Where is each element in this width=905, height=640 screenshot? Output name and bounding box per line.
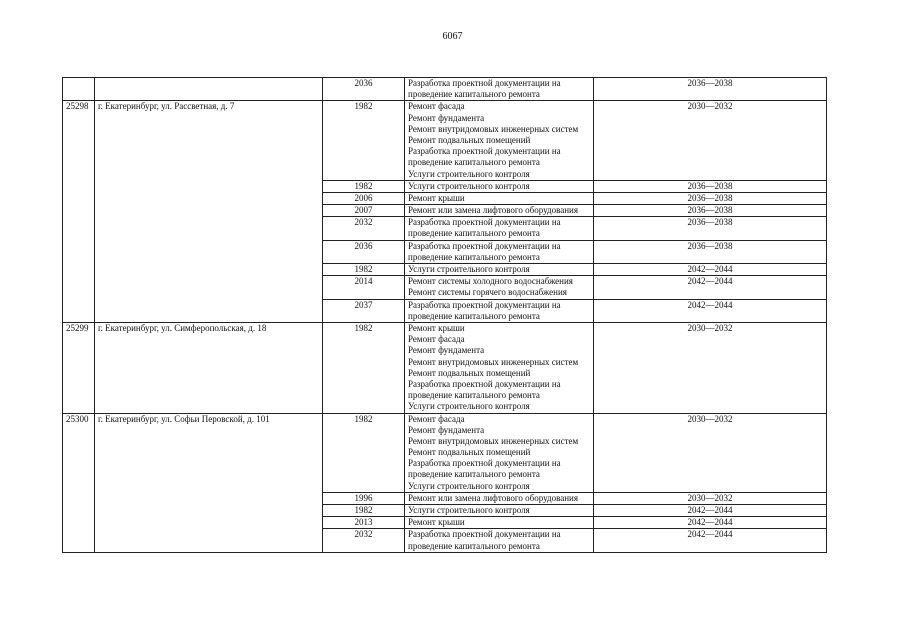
work-type-line: Ремонт системы холодного водоснабжения <box>408 276 573 287</box>
work-type-line: Ремонт или замена лифтового оборудования <box>408 205 578 216</box>
address-cell: г. Екатеринбург, ул. Рассветная, д. 7 <box>95 101 323 323</box>
work-type-line: Ремонт подвальных помещений <box>408 447 531 458</box>
work-type-line: проведение капитального ремонта <box>408 540 540 551</box>
build-year-cell: 2013 <box>323 517 405 529</box>
works-cell <box>405 205 594 217</box>
build-year-cell: 2032 <box>323 529 405 552</box>
address-cell <box>95 78 323 101</box>
work-type-line: Услуги строительного контроля <box>408 264 530 275</box>
works-cell <box>405 101 594 180</box>
build-year-cell: 1982 <box>323 264 405 276</box>
table-row <box>63 323 827 414</box>
work-type-line: проведение капитального ремонта <box>408 310 540 321</box>
work-type-line: проведение капитального ремонта <box>408 157 540 168</box>
record-number-cell <box>63 78 95 101</box>
build-year-cell: 2036 <box>323 78 405 101</box>
period-cell: 2042—2044 <box>594 517 827 529</box>
table-body <box>63 78 827 553</box>
work-type-line: проведение капитального ремонта <box>408 469 540 480</box>
period-cell: 2036—2038 <box>594 180 827 192</box>
works-cell <box>405 78 594 101</box>
work-type-line: Услуги строительного контроля <box>408 180 530 191</box>
period-cell: 2030—2032 <box>594 101 827 180</box>
work-type-line: Услуги строительного контроля <box>408 168 530 179</box>
work-type-line: Разработка проектной документации на <box>408 217 561 228</box>
build-year-cell: 2014 <box>323 276 405 299</box>
table-row <box>63 413 827 492</box>
work-type-line: Ремонт системы горячего водоснабжения <box>408 287 567 298</box>
works-cell <box>405 264 594 276</box>
work-type-line: Услуги строительного контроля <box>408 505 530 516</box>
works-cell <box>405 529 594 552</box>
period-cell: 2030—2032 <box>594 323 827 414</box>
works-cell <box>405 217 594 240</box>
works-cell <box>405 192 594 204</box>
period-cell: 2036—2038 <box>594 205 827 217</box>
build-year-cell: 1982 <box>323 180 405 192</box>
record-number-cell: 25300 <box>63 413 95 552</box>
work-type-line: Ремонт фасада <box>408 413 465 424</box>
work-type-line: Ремонт крыши <box>408 323 465 333</box>
address-cell: г. Екатеринбург, ул. Софьи Перовской, д. 101 <box>95 413 323 552</box>
record-number-cell: 25298 <box>63 101 95 323</box>
work-type-line: Ремонт внутридомовых инженерных систем <box>408 123 579 134</box>
build-year-cell: 2006 <box>323 192 405 204</box>
build-year-cell: 1982 <box>323 101 405 180</box>
work-type-line: Разработка проектной документации на <box>408 378 561 389</box>
works-cell <box>405 413 594 492</box>
work-type-line: проведение капитального ремонта <box>408 228 540 239</box>
work-type-line: Ремонт фундамента <box>408 424 485 435</box>
build-year-cell: 1996 <box>323 492 405 504</box>
period-cell: 2042—2044 <box>594 276 827 299</box>
table-row <box>63 101 827 180</box>
work-type-line: Разработка проектной документации на <box>408 240 561 251</box>
work-type-line: Ремонт крыши <box>408 517 465 528</box>
work-type-line: Ремонт подвальных помещений <box>408 134 531 145</box>
works-cell <box>405 299 594 322</box>
work-type-line: Ремонт фундамента <box>408 112 485 123</box>
work-type-line: Ремонт фасада <box>408 334 465 345</box>
work-type-line: Разработка проектной документации на <box>408 458 561 469</box>
work-type-line: проведение капитального ремонта <box>408 251 540 262</box>
period-cell: 2042—2044 <box>594 264 827 276</box>
build-year-cell: 1982 <box>323 413 405 492</box>
period-cell: 2042—2044 <box>594 505 827 517</box>
build-year-cell: 2037 <box>323 299 405 322</box>
capital-repair-table <box>62 77 827 553</box>
address-cell: г. Екатеринбург, ул. Симферопольская, д. 18 <box>95 323 323 414</box>
works-cell <box>405 505 594 517</box>
work-type-line: Ремонт внутридомовых инженерных систем <box>408 435 579 446</box>
period-cell: 2030—2032 <box>594 492 827 504</box>
work-type-line: Ремонт подвальных помещений <box>408 367 531 378</box>
record-number-cell: 25299 <box>63 323 95 414</box>
period-cell: 2036—2038 <box>594 78 827 101</box>
period-cell: 2042—2044 <box>594 529 827 552</box>
period-cell: 2030—2032 <box>594 413 827 492</box>
works-cell <box>405 492 594 504</box>
table-row <box>63 78 827 101</box>
work-type-line: Разработка проектной документации на <box>408 146 561 157</box>
build-year-cell: 1982 <box>323 323 405 414</box>
build-year-cell: 1982 <box>323 505 405 517</box>
works-cell <box>405 180 594 192</box>
work-type-line: Ремонт крыши <box>408 192 465 203</box>
work-type-line: Услуги строительного контроля <box>408 480 530 491</box>
work-type-line: Услуги строительного контроля <box>408 401 530 412</box>
work-type-line: проведение капитального ремонта <box>408 89 540 100</box>
work-type-line: Ремонт внутридомовых инженерных систем <box>408 356 579 367</box>
work-type-line: Разработка проектной документации на <box>408 529 561 540</box>
work-type-line: Разработка проектной документации на <box>408 299 561 310</box>
build-year-cell: 2007 <box>323 205 405 217</box>
period-cell: 2036—2038 <box>594 217 827 240</box>
period-cell: 2036—2038 <box>594 192 827 204</box>
period-cell: 2042—2044 <box>594 299 827 322</box>
page-number: 6067 <box>442 31 463 42</box>
work-type-line: Разработка проектной документации на <box>408 78 561 88</box>
build-year-cell: 2036 <box>323 240 405 263</box>
work-type-line: Ремонт фундамента <box>408 345 485 356</box>
work-type-line: Ремонт фасада <box>408 101 465 112</box>
build-year-cell: 2032 <box>323 217 405 240</box>
works-cell <box>405 276 594 299</box>
works-cell <box>405 240 594 263</box>
works-cell <box>405 323 594 414</box>
work-type-line: проведение капитального ремонта <box>408 390 540 401</box>
work-type-line: Ремонт или замена лифтового оборудования <box>408 492 578 503</box>
works-cell <box>405 517 594 529</box>
period-cell: 2036—2038 <box>594 240 827 263</box>
